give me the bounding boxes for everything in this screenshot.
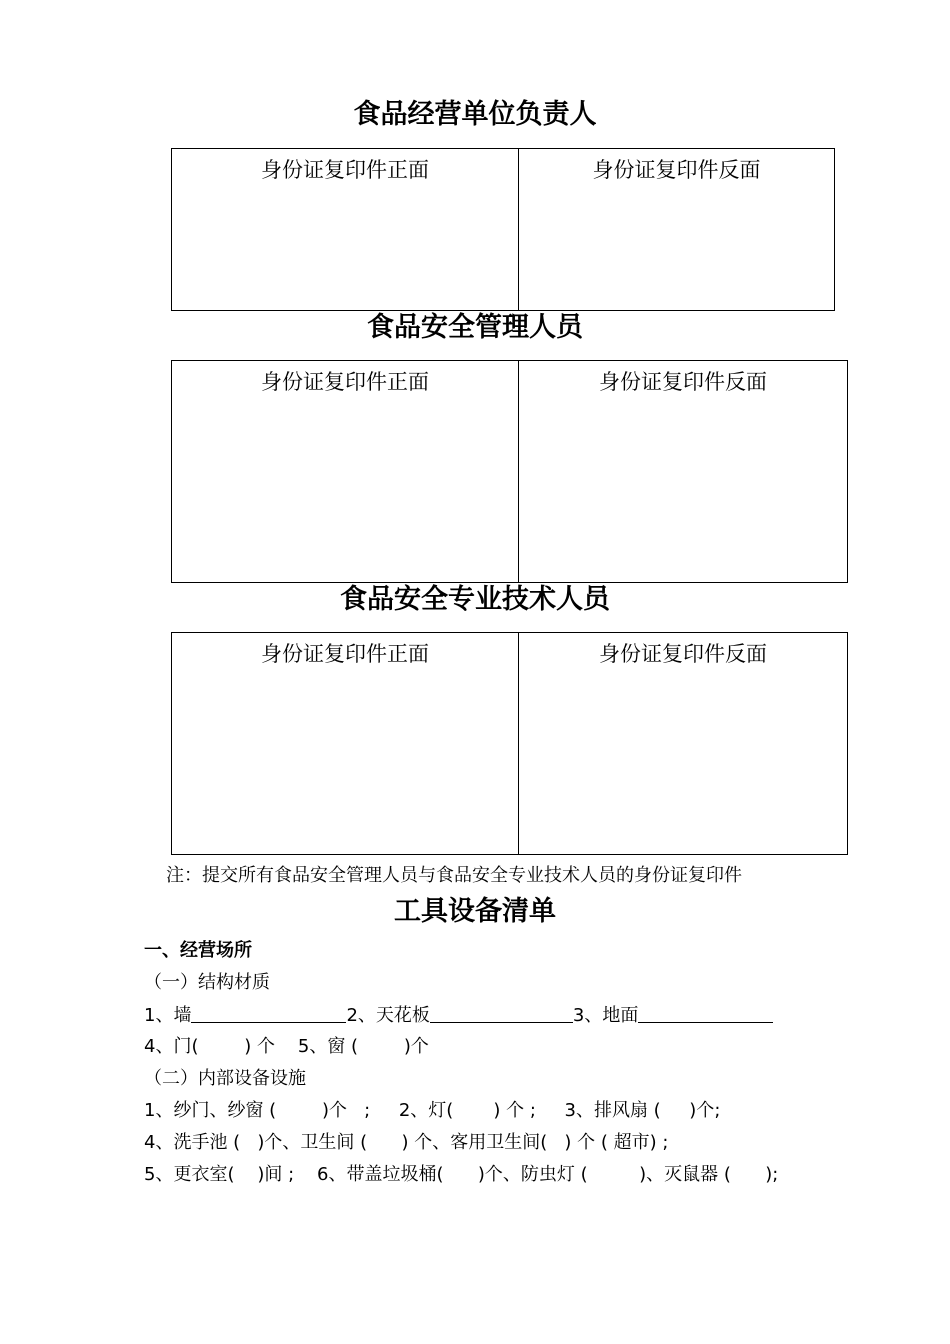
wall-label: 1、墙 xyxy=(144,1005,192,1026)
section-title-responsible-person: 食品经营单位负责人 xyxy=(353,99,597,130)
id-back-label: 身份证复印件反面 xyxy=(592,158,761,182)
subheading-structure-materials: （一）结构材质 xyxy=(144,972,270,993)
floor-label: 3、地面 xyxy=(572,1005,639,1026)
id-front-label: 身份证复印件正面 xyxy=(261,370,429,394)
doors-windows-line: 4、门( ) 个 5、窗 ( )个 xyxy=(144,1036,429,1057)
section-title-safety-manager: 食品安全管理人员 xyxy=(367,312,583,343)
equipment-list-title: 工具设备清单 xyxy=(394,896,556,927)
submission-note: 注：提交所有食品安全管理人员与食品安全专业技术人员的身份证复印件 xyxy=(166,865,742,886)
facilities-line-1: 1、纱门、纱窗 ( )个 ; 2、灯( ) 个 ; 3、排风扇 ( )个; xyxy=(144,1100,721,1121)
section-title-technical-staff: 食品安全专业技术人员 xyxy=(340,584,610,615)
id-back-label: 身份证复印件反面 xyxy=(599,642,767,666)
ceiling-label: 2、天花板 xyxy=(346,1005,430,1026)
id-copy-box-safety-manager xyxy=(171,360,848,583)
id-front-cell xyxy=(172,361,519,582)
heading-business-premises: 一、经营场所 xyxy=(144,940,252,961)
id-copy-box-responsible-person xyxy=(171,148,835,311)
ceiling-blank[interactable] xyxy=(430,1002,573,1023)
facilities-line-2: 4、洗手池 ( )个、卫生间 ( ) 个、客用卫生间( ) 个 ( 超市) ; xyxy=(144,1132,669,1153)
id-copy-box-technical-staff xyxy=(171,632,848,855)
id-back-label: 身份证复印件反面 xyxy=(599,370,767,394)
facilities-line-3: 5、更衣室( )间 ; 6、带盖垃圾桶( )个、防虫灯 ( )、灭鼠器 ( ); xyxy=(144,1164,779,1185)
id-front-label: 身份证复印件正面 xyxy=(261,642,429,666)
id-back-cell xyxy=(519,361,847,582)
id-front-cell xyxy=(172,149,519,310)
wall-blank[interactable] xyxy=(191,1002,346,1023)
id-back-cell xyxy=(519,633,847,854)
materials-line xyxy=(144,1002,773,1029)
id-front-label: 身份证复印件正面 xyxy=(261,158,429,182)
subheading-internal-facilities: （二）内部设备设施 xyxy=(144,1068,306,1089)
floor-blank[interactable] xyxy=(638,1002,773,1023)
id-back-cell xyxy=(519,149,834,310)
id-front-cell xyxy=(172,633,519,854)
